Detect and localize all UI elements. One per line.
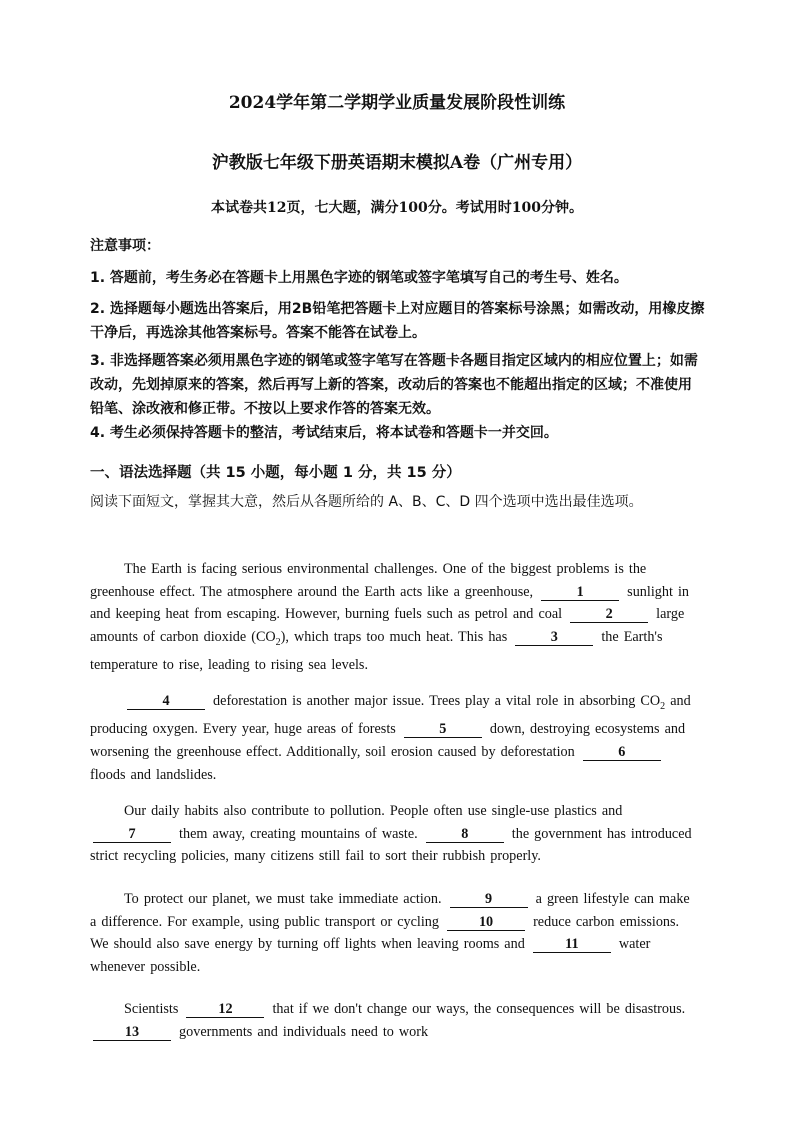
passage-text: a green lifestyle can make a difference. For example, using public transport or cycling	[90, 891, 690, 930]
subscript: 2	[275, 636, 281, 648]
blank-8[interactable]: 8	[426, 826, 504, 843]
note-item-4: 4. 考生必须保持答题卡的整洁，考试结束后，将本试卷和答题卡一并交回。	[90, 425, 558, 441]
passage-text: floods and landslides.	[90, 766, 217, 783]
passage-paragraph-3	[90, 800, 695, 868]
passage-text: reduce carbon emissions. We should also save energy by turning off lights when leaving rooms and	[90, 913, 680, 953]
blank-10[interactable]: 10	[447, 914, 525, 931]
blank-6[interactable]: 6	[583, 744, 661, 761]
passage-paragraph-4	[90, 888, 695, 978]
passage-text: that if we don't change our ways, the consequences will be disastrous.	[272, 1001, 686, 1017]
passage-text: governments and individuals need to work	[179, 1023, 429, 1040]
note-item-3: 3. 非选择题答案必须用黑色字迹的钢笔或签字笔写在答题卡各题目指定区域内的相应位置上；如需改动，先划掉原来的答案，然后再写上新的答案，改动后的答案也不能超出指定的区域；不准使用铅笔、涂改液和修正带。不按以上要求作答的答案无效。	[90, 353, 698, 417]
passage-text: The Earth is facing serious environmental challenges. One of the biggest problems is the greenhouse effect. The atmosphere around the Earth acts like a greenhouse,	[90, 561, 647, 600]
passage-text: Our daily habits also contribute to pollution. People often use single-use plastics and	[124, 803, 623, 819]
passage-text: sunlight in and keeping heat from escaping. However, burning fuels such as petrol and coal	[90, 583, 689, 623]
passage-text: deforestation is another major issue. Trees play a vital role in absorbing CO	[213, 693, 661, 709]
passage-paragraph-2	[90, 690, 695, 786]
passage-text: To protect our planet, we must take immediate action.	[124, 891, 442, 907]
passage-paragraph-1	[90, 558, 695, 677]
blank-9[interactable]: 9	[450, 891, 528, 908]
blank-7[interactable]: 7	[93, 826, 171, 843]
blank-4[interactable]: 4	[127, 693, 205, 710]
passage-text: down, destroying ecosystems and worsening the greenhouse effect. Additionally, soil erosion caused by deforestation	[90, 721, 686, 761]
notes-heading: 注意事项：	[90, 238, 160, 254]
blank-3[interactable]: 3	[515, 629, 593, 646]
note-item-2: 2. 选择题每小题选出答案后，用2B铅笔把答题卡上对应题目的答案标号涂黑；如需改动，用橡皮擦干净后，再选涂其他答案标号。答案不能答在试卷上。	[90, 301, 705, 341]
passage-text: them away, creating mountains of waste.	[179, 825, 418, 842]
exam-info: 本试卷共12页，七大题，满分100分。考试用时100分钟。	[211, 200, 583, 216]
blank-11[interactable]: 11	[533, 936, 611, 953]
passage-text: the government has introduced strict recycling policies, many citizens still fail to sort their rubbish properly.	[90, 825, 692, 865]
section-heading: 一、语法选择题（共 15 小题，每小题 1 分，共 15 分）	[90, 465, 461, 481]
passage-text: Scientists	[124, 1001, 179, 1017]
passage-text: water whenever possible.	[90, 936, 651, 975]
blank-12[interactable]: 12	[186, 1001, 264, 1018]
passage-paragraph-5	[90, 998, 695, 1043]
passage-text: and producing oxygen. Every year, huge areas of forests	[90, 693, 691, 738]
exam-subtitle: 沪教版七年级下册英语期末模拟A卷（广州专用）	[211, 153, 583, 173]
blank-1[interactable]: 1	[541, 584, 619, 601]
passage-text: the Earth's temperature to rise, leading to rising sea levels.	[90, 628, 663, 674]
exam-title: 2024学年第二学期学业质量发展阶段性训练	[228, 93, 566, 113]
passage-text: ), which traps too much heat. This has	[280, 628, 508, 645]
blank-5[interactable]: 5	[404, 721, 482, 738]
passage-text: large amounts of carbon dioxide (CO	[90, 606, 685, 645]
blank-2[interactable]: 2	[570, 606, 648, 623]
subscript: 2	[660, 700, 666, 712]
note-item-1: 1. 答题前，考生务必在答题卡上用黑色字迹的钢笔或签字笔填写自己的考生号、姓名。	[90, 270, 628, 286]
blank-13[interactable]: 13	[93, 1024, 171, 1041]
section-instruction: 阅读下面短文，掌握其大意，然后从各题所给的 A、B、C、D 四个选项中选出最佳选项。	[90, 494, 643, 510]
